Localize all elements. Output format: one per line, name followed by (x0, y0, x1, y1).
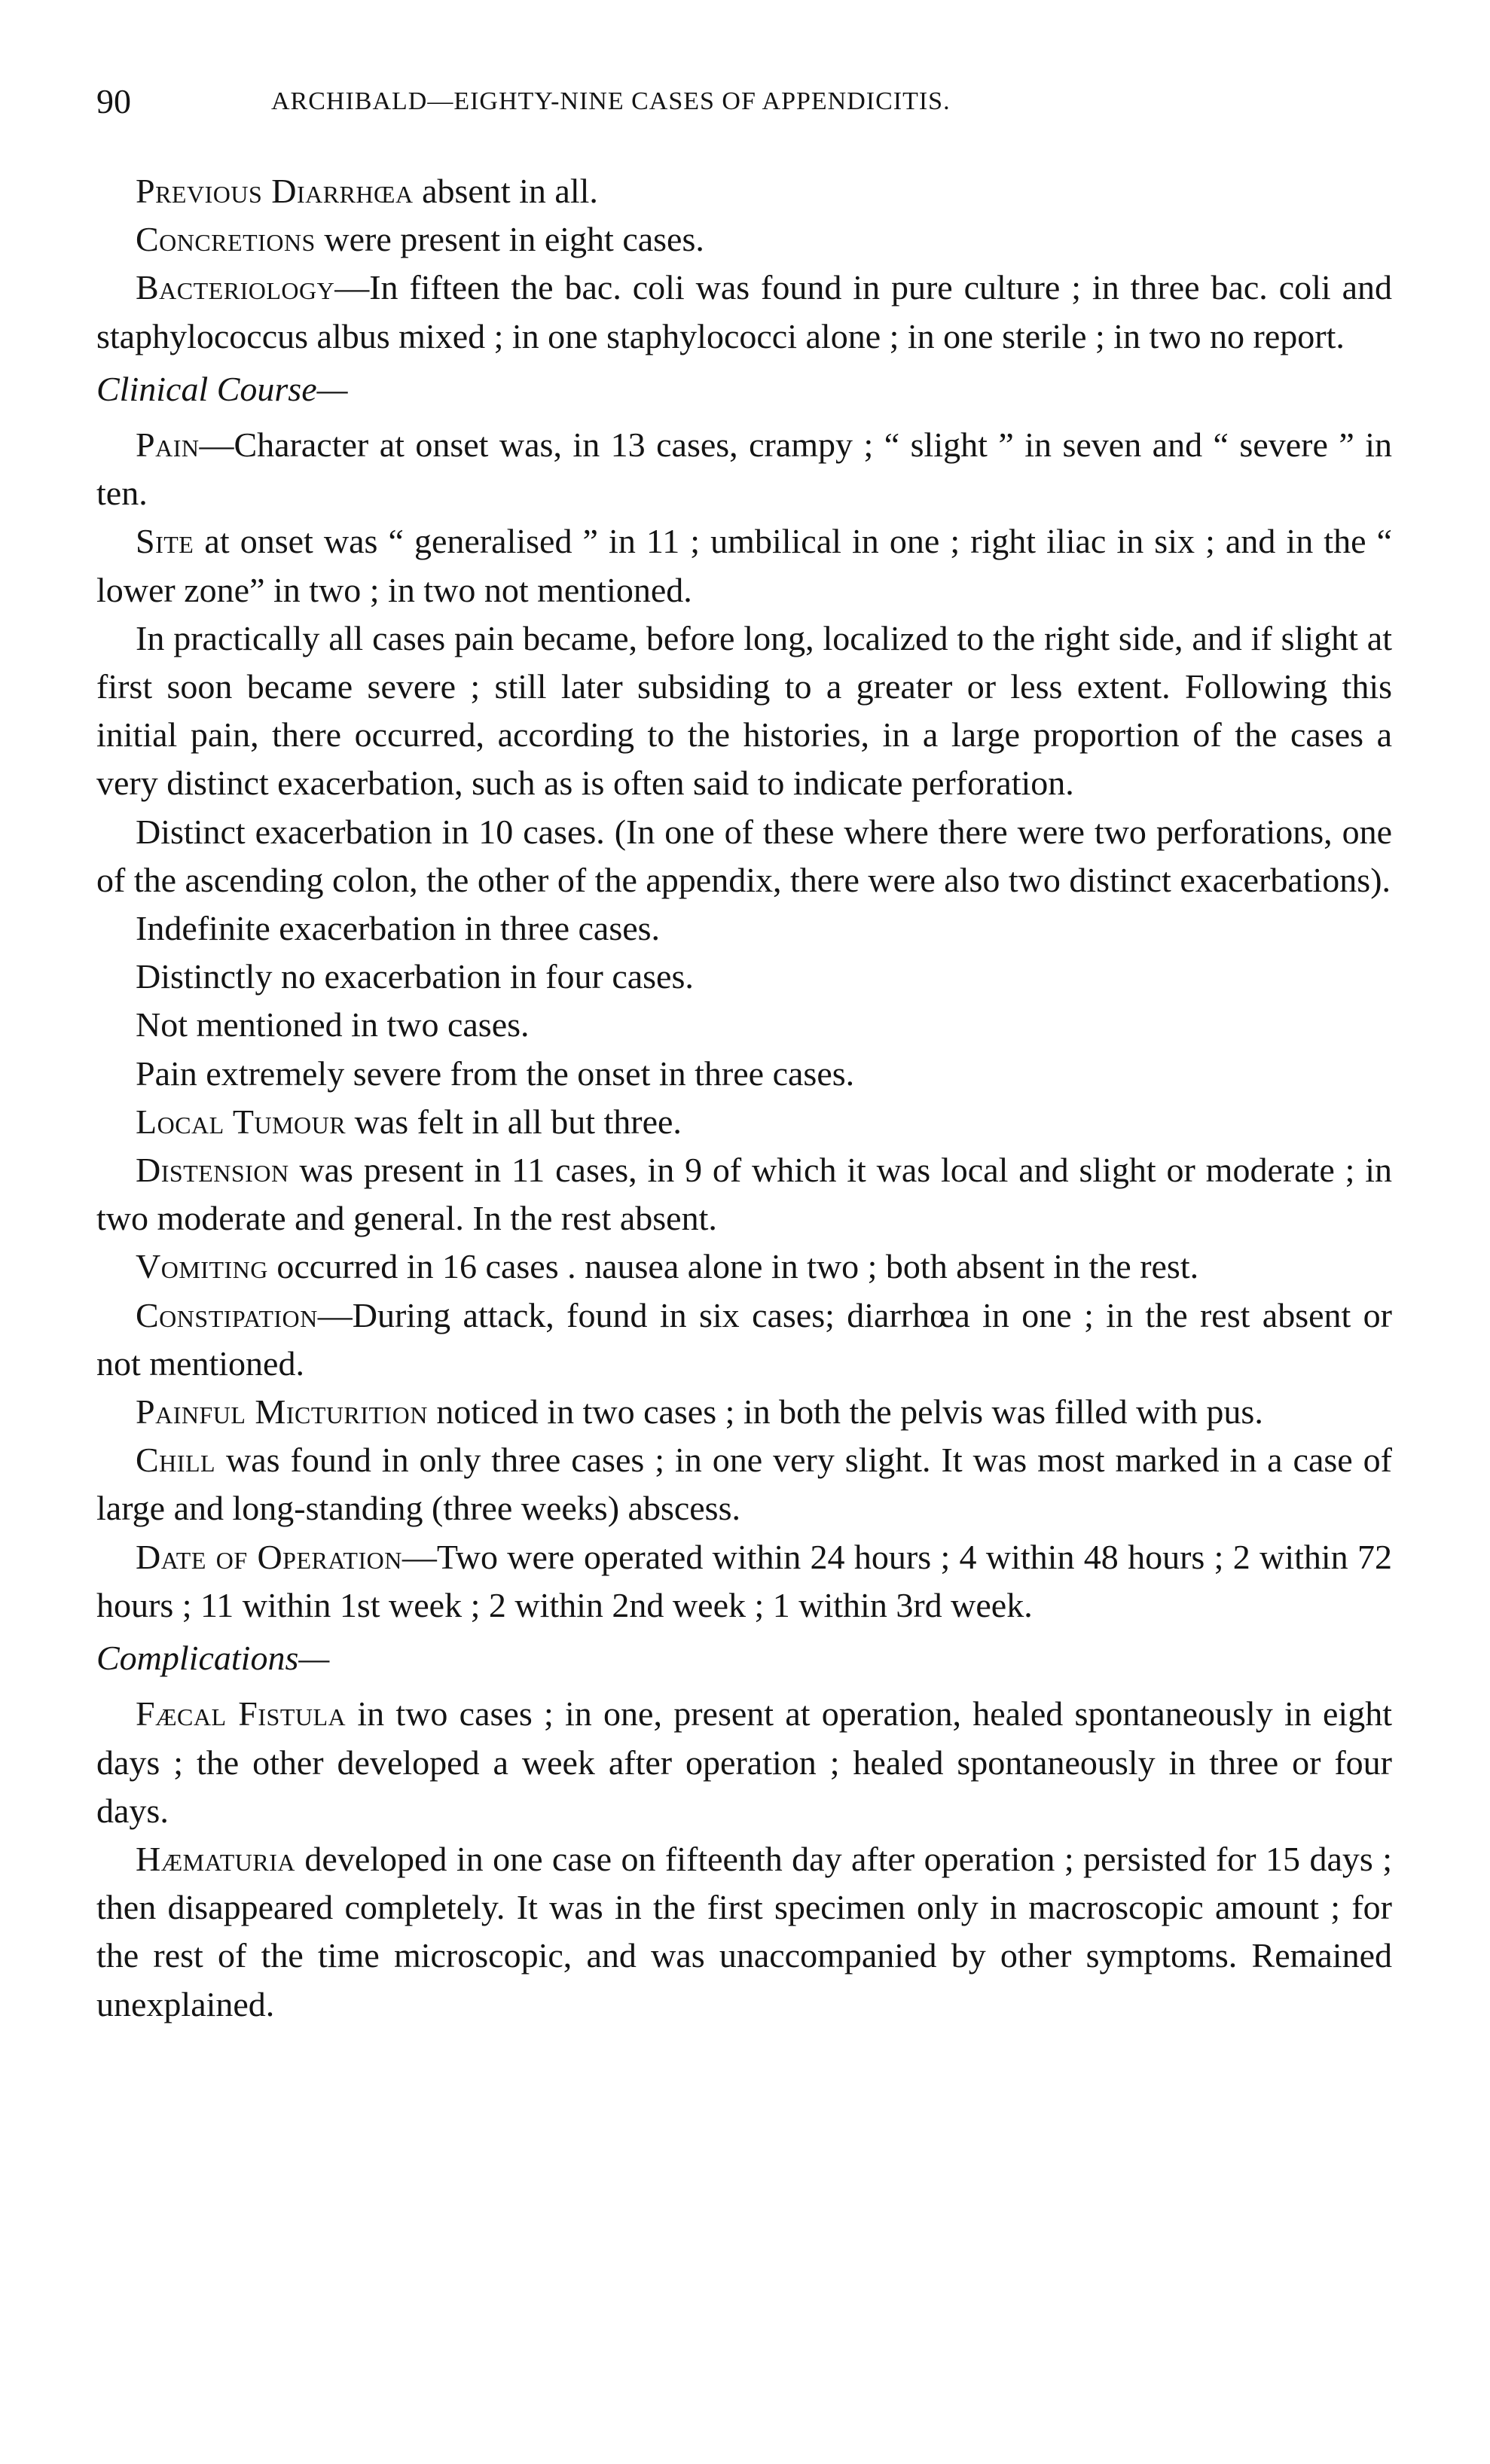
term-local-tumour: Local Tumour (136, 1102, 347, 1141)
paragraph-painful-micturition (96, 1388, 1392, 1436)
text-painful-micturition: noticed in two cases ; in both the pelvis was filled with pus. (427, 1392, 1263, 1432)
term-site: Site (136, 522, 194, 561)
paragraph-distinct-exacerbation: Distinct exacerbation in 10 cases. (In one of these where there were two perforations, one of the ascending colon, the other of the appendix, there were also two distinct exacerbations). (96, 812, 1392, 899)
term-faecal-fistula: Fæcal Fistula (136, 1694, 347, 1734)
term-distension: Distension (136, 1151, 289, 1190)
text-pain: —Character at onset was, in 13 cases, crampy ; “ slight ” in seven and “ severe ” in ten. (96, 425, 1392, 513)
term-painful-micturition: Painful Micturition (136, 1392, 428, 1432)
paragraph-localized: In practically all cases pain became, before long, localized to the right side, and if slight at first soon became severe ; still later subsiding to a greater or less extent. Following this initial pain, there occurred, according to the histories, in a large proportion of the cases a very distinct exacerbation, such as is often said to indicate perforation. (96, 618, 1392, 803)
running-head (96, 75, 1392, 128)
text-haematuria: developed in one case on fifteenth day after operation ; persisted for 15 days ; then disappeared completely. It was in the first specimen only in macroscopic amount ; for the rest of the time microscopic, and was unaccompanied by other symptoms. Remained unexplained. (96, 1839, 1392, 2023)
text-previous-diarrhoea: absent in all. (413, 172, 598, 210)
paragraph-bacteriology (96, 264, 1392, 360)
text-local-tumour: was felt in all but three. (346, 1102, 682, 1141)
text-distension: was present in 11 cases, in 9 of which it was local and slight or moderate ; in two moderate and general. In the rest absent. (96, 1151, 1392, 1238)
text-concretions: were present in eight cases. (315, 220, 704, 259)
paragraph-indefinite-exacerbation: Indefinite exacerbation in three cases. (136, 909, 661, 948)
text-vomiting: occurred in 16 cases . nausea alone in two ; both absent in the rest. (267, 1247, 1199, 1286)
term-haematuria: Hæmaturia (136, 1839, 295, 1878)
paragraph-local-tumour (96, 1098, 1392, 1146)
text-date-of-operation: —Two were operated within 24 hours ; 4 within 48 hours ; 2 within 72 hours ; 11 within 1st week ; 2 within 2nd week ; 1 within 3rd week. (96, 1537, 1392, 1624)
paragraph-haematuria (96, 1835, 1392, 2029)
page-number: 90 (96, 82, 131, 120)
paragraph-previous-diarrhoea (96, 167, 1392, 215)
term-concretions: Concretions (136, 220, 316, 259)
paragraph-distension (96, 1146, 1392, 1243)
paragraph-chill (96, 1436, 1392, 1532)
term-previous-diarrhoea: Previous Diarrhœa (136, 172, 414, 210)
paragraph-concretions (96, 215, 1392, 264)
term-bacteriology: Bacteriology (136, 268, 335, 307)
body-text (96, 167, 1392, 2029)
section-heading-complications: Complications— (96, 1639, 330, 1678)
paragraph-not-mentioned: Not mentioned in two cases. (136, 1005, 530, 1044)
term-pain: Pain (136, 425, 200, 465)
book-page (96, 75, 1392, 2029)
paragraph-no-exacerbation: Distinctly no exacerbation in four cases. (136, 957, 694, 996)
section-heading-clinical-course: Clinical Course— (96, 369, 348, 408)
term-date-of-operation: Date of Operation (136, 1537, 402, 1576)
paragraph-vomiting (96, 1243, 1392, 1291)
paragraph-date-of-operation (96, 1533, 1392, 1630)
text-chill: was found in only three cases ; in one very slight. It was most marked in a case of large and long-standing (three weeks) abscess. (96, 1441, 1392, 1528)
paragraph-constipation (96, 1291, 1392, 1388)
term-vomiting: Vomiting (136, 1247, 268, 1286)
paragraph-faecal-fistula (96, 1690, 1392, 1835)
term-constipation: Constipation (136, 1295, 318, 1334)
paragraph-pain-severe: Pain extremely severe from the onset in three cases. (136, 1054, 855, 1093)
paragraph-pain (96, 421, 1392, 517)
text-site: at onset was “ generalised ” in 11 ; umbilical in one ; right iliac in six ; and in the “ lower zone” in two ; in two not mentioned. (96, 522, 1392, 609)
running-title: ARCHIBALD—EIGHTY-NINE CASES OF APPENDICITIS. (271, 87, 951, 115)
text-bacteriology: —In fifteen the bac. coli was found in pure culture ; in three bac. coli and staphylococcus albus mixed ; in one staphylococci alone ; in one sterile ; in two no report. (96, 268, 1392, 355)
text-faecal-fistula: in two cases ; in one, present at operation, healed spontaneously in eight days ; the other developed a week after operation ; healed spontaneously in three or four days. (96, 1694, 1392, 1830)
paragraph-site (96, 517, 1392, 614)
text-constipation: —During attack, found in six cases; diarrhœa in one ; in the rest absent or not mentioned. (96, 1295, 1392, 1383)
term-chill: Chill (136, 1441, 216, 1480)
